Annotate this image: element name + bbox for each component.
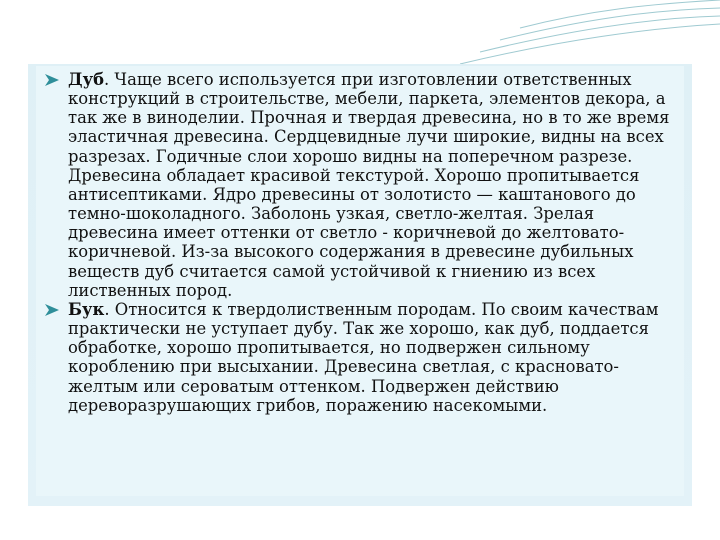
decorative-waves: [0, 0, 720, 70]
wave-line: [520, 0, 720, 28]
wave-line: [460, 24, 720, 64]
arrow-bullet-icon: [44, 303, 60, 317]
bullet-term: Дуб: [68, 70, 104, 89]
arrow-bullet-icon: [44, 73, 60, 87]
bullet-item-beech: [50, 300, 680, 415]
bullet-item-oak: [50, 70, 680, 300]
bullet-text: . Относится к твердолиственным породам. По своим качествам практически не уступает дубу. Так же хорошо, как дуб, поддается обработке, хорошо пропитывается, но подвержен сильному короблению при высыхании. Древесина светлая, с красновато-желтым или сероватым оттенком. Подвержен действию дереворазрушающих грибов, поражению насекомыми.: [68, 299, 659, 415]
bullet-list: [50, 70, 680, 415]
bullet-term: Бук: [68, 299, 105, 319]
bullet-text: . Чаще всего используется при изготовлении ответственных конструкций в строительстве, мебели, паркета, элементов декора, а так же в виноделии. Прочная и твердая древесина, но в то же время эластичная древесина. Сердцевидные лучи широкие, видны на всех разрезах. Годичные слои хорошо видны на поперечном разрезе. Древесина обладает красивой текстурой. Хорошо пропитывается антисептиками. Ядро древесины от золотисто — каштанового до темно-шоколадного. Заболонь узкая, светло-желтая. Зрелая древесина имеет оттенки от светло - коричневой до желтовато-коричневой. Из-за высокого содержания в древесине дубильных веществ дуб считается самой устойчивой к гниению из всех лиственных пород.: [68, 70, 670, 300]
content-box: [36, 66, 684, 496]
wave-line: [480, 16, 720, 52]
